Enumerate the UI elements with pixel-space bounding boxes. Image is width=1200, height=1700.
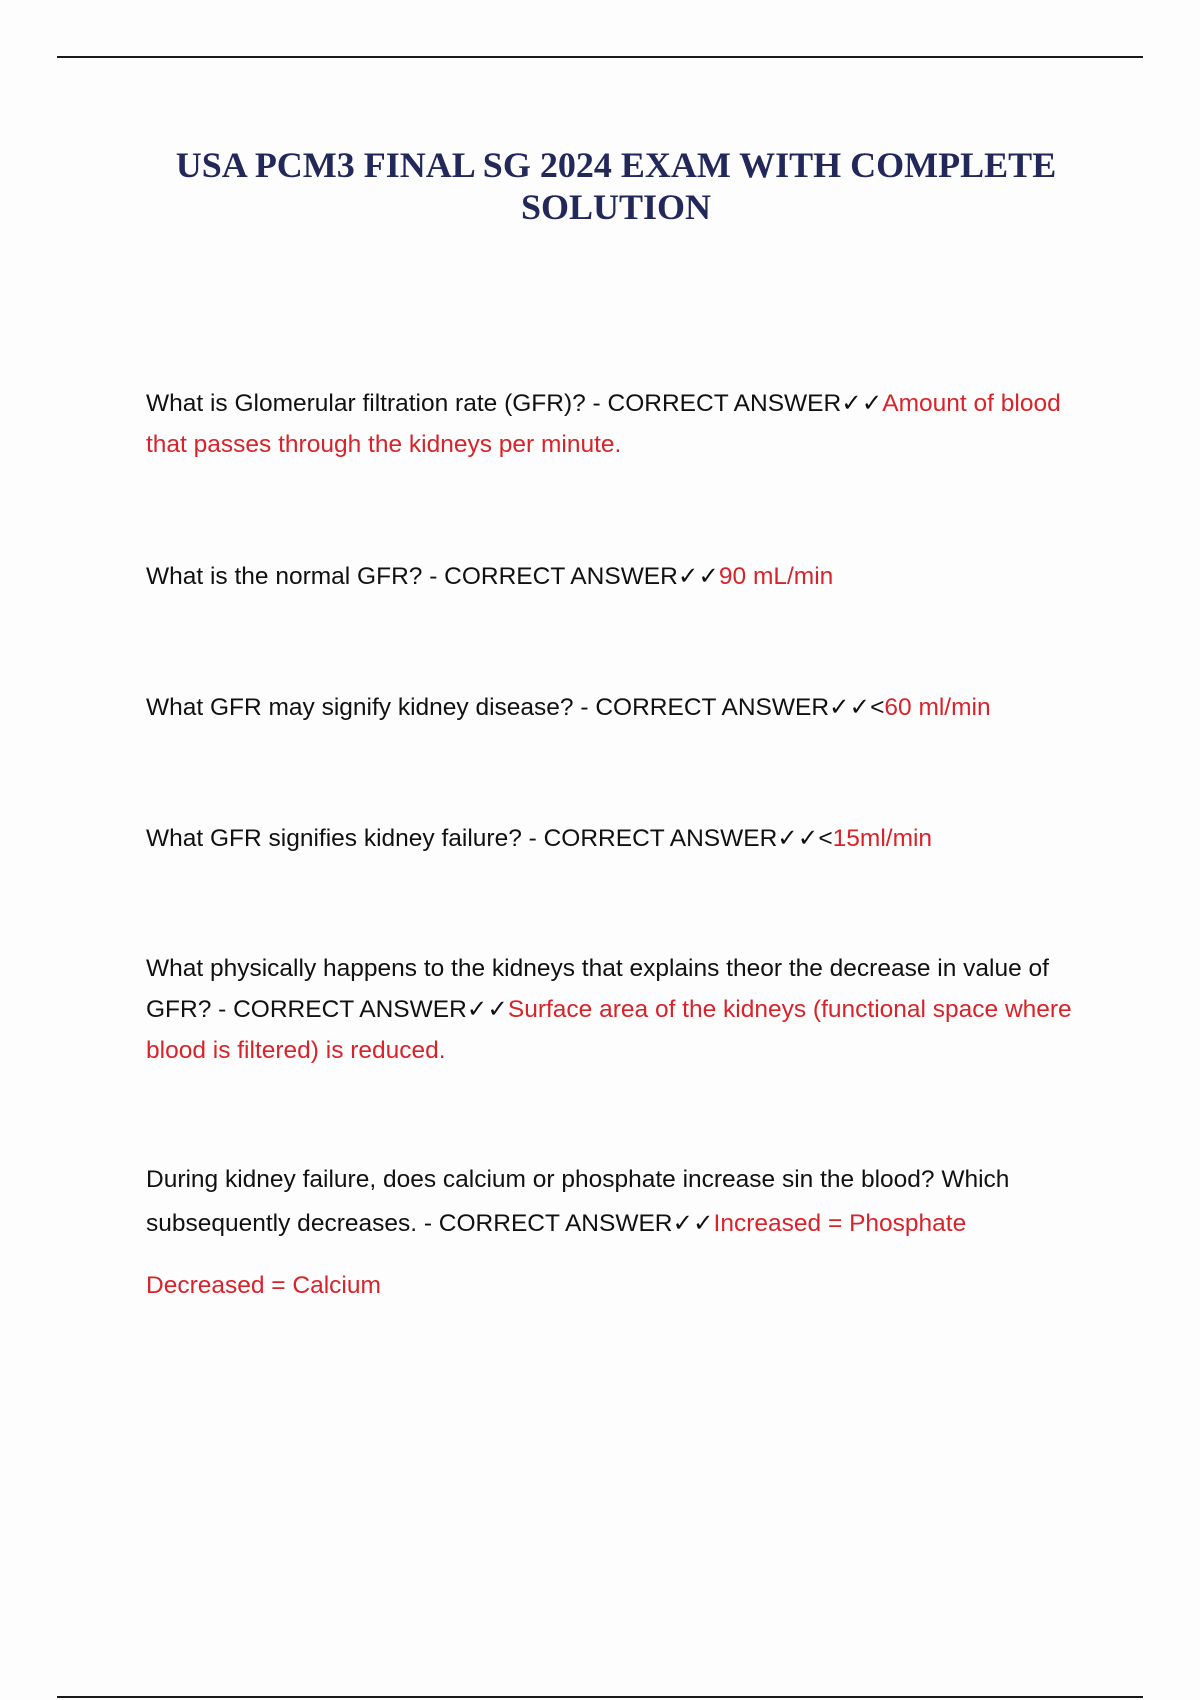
qa-item-kidney-failure-gfr bbox=[146, 818, 1096, 859]
question-text: What is the normal GFR? bbox=[146, 563, 423, 590]
answer-text: Increased = Phosphate bbox=[713, 1210, 967, 1237]
question-text: What GFR may signify kidney disease? bbox=[146, 694, 574, 721]
qa-item-gfr-decrease-cause bbox=[146, 948, 1096, 1071]
answer-marker: - CORRECT ANSWER✓✓ bbox=[573, 694, 871, 721]
answer-text: 60 ml/min bbox=[884, 694, 991, 721]
answer-text: 90 mL/min bbox=[718, 563, 834, 590]
question-text: What GFR signifies kidney failure? bbox=[146, 825, 522, 852]
answer-marker: - CORRECT ANSWER✓✓ bbox=[211, 996, 508, 1023]
top-rule bbox=[57, 56, 1143, 58]
title-line-2: SOLUTION bbox=[520, 187, 712, 227]
qa-item-gfr-definition bbox=[146, 383, 1096, 465]
question-text: What is Glomerular filtration rate (GFR)? bbox=[146, 390, 586, 417]
answer-prefix: < bbox=[870, 694, 885, 721]
answer-prefix: < bbox=[818, 825, 833, 852]
answer-extra-line: Decreased = Calcium bbox=[146, 1272, 381, 1299]
title-line-1: USA PCM3 FINAL SG 2024 EXAM WITH COMPLETE bbox=[175, 145, 1057, 185]
bottom-rule bbox=[57, 1696, 1143, 1698]
answer-text: Amount of blood that passes through the kidneys per minute. bbox=[146, 390, 1061, 458]
qa-item-normal-gfr bbox=[146, 556, 1096, 597]
qa-item-kidney-disease-gfr bbox=[146, 687, 1096, 728]
answer-marker: - CORRECT ANSWER✓✓ bbox=[521, 825, 819, 852]
document-title bbox=[100, 144, 1132, 228]
answer-marker: - CORRECT ANSWER✓✓ bbox=[585, 390, 883, 417]
question-text: During kidney failure, does calcium or phosphate increase sin the blood? Which subsequently decreases. bbox=[146, 1166, 1010, 1237]
answer-text: 15ml/min bbox=[832, 825, 933, 852]
answer-text: Surface area of the kidneys (functional space where blood is filtered) is reduced. bbox=[146, 996, 1072, 1064]
answer-marker: - CORRECT ANSWER✓✓ bbox=[417, 1210, 714, 1237]
answer-marker: - CORRECT ANSWER✓✓ bbox=[422, 563, 719, 590]
qa-item-calcium-phosphate bbox=[146, 1158, 1096, 1246]
question-text: What physically happens to the kidneys that explains theor the decrease in value of GFR? bbox=[146, 955, 1049, 1023]
